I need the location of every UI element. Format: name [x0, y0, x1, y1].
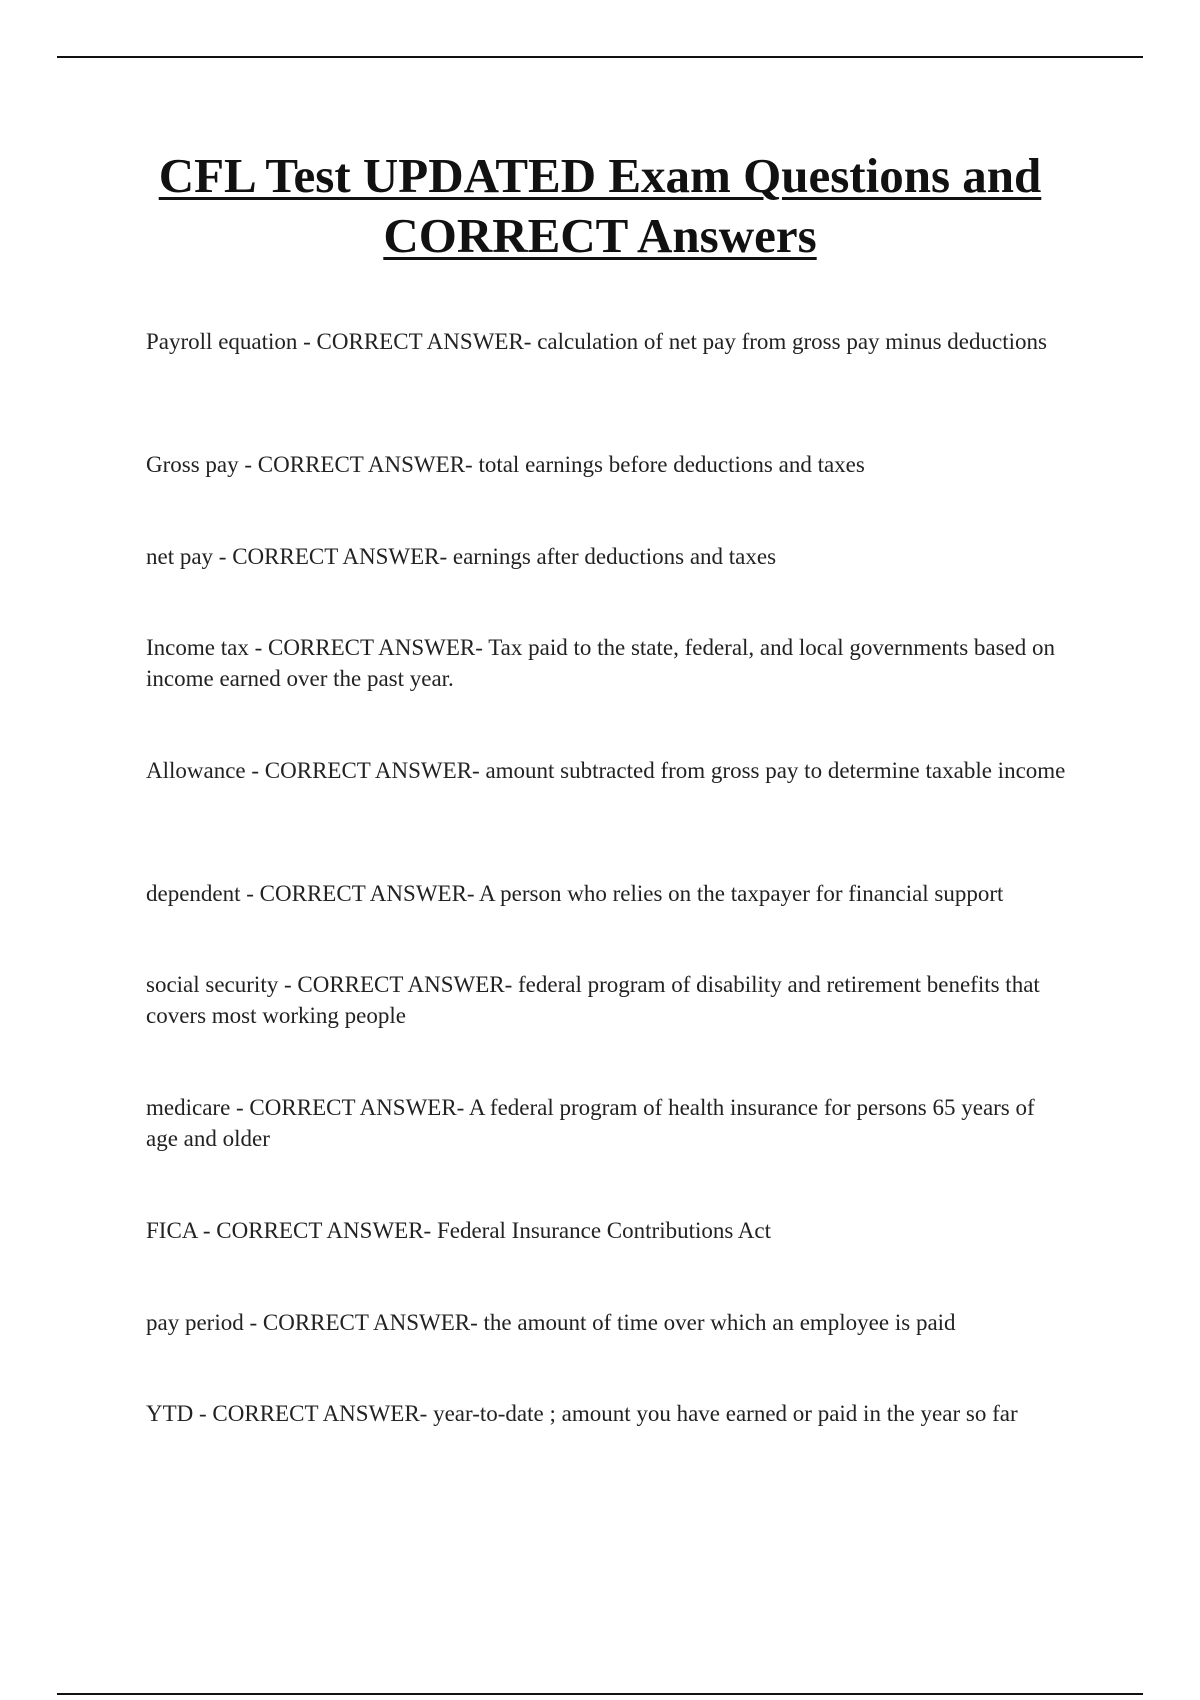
entry-payroll-equation: Payroll equation - CORRECT ANSWER- calculation of net pay from gross pay minus deductions [146, 329, 1047, 354]
entry-medicare: medicare - CORRECT ANSWER- A federal program of health insurance for persons 65 years of age and older [146, 1095, 1035, 1151]
entry-net-pay: net pay - CORRECT ANSWER- earnings after deductions and taxes [146, 544, 777, 569]
entry-dependent: dependent - CORRECT ANSWER- A person who relies on the taxpayer for financial support [146, 881, 1004, 906]
bottom-divider [57, 1693, 1143, 1695]
entry-pay-period: pay period - CORRECT ANSWER- the amount of time over which an employee is paid [146, 1310, 956, 1335]
entry-income-tax: Income tax - CORRECT ANSWER- Tax paid to the state, federal, and local governments based on income earned over the past year. [146, 635, 1056, 691]
entry-ytd: YTD - CORRECT ANSWER- year-to-date ; amount you have earned or paid in the year so far [146, 1401, 1018, 1426]
entry-allowance: Allowance - CORRECT ANSWER- amount subtracted from gross pay to determine taxable income [146, 758, 1066, 783]
top-divider [57, 56, 1143, 58]
entry-fica: FICA - CORRECT ANSWER- Federal Insurance Contributions Act [146, 1218, 772, 1243]
page-title: CFL Test UPDATED Exam Questions and CORRECT Answers [158, 148, 1042, 263]
entry-social-security: social security - CORRECT ANSWER- federal program of disability and retirement benefits that covers most working people [146, 972, 1040, 1028]
entry-gross-pay: Gross pay - CORRECT ANSWER- total earnings before deductions and taxes [146, 452, 865, 477]
